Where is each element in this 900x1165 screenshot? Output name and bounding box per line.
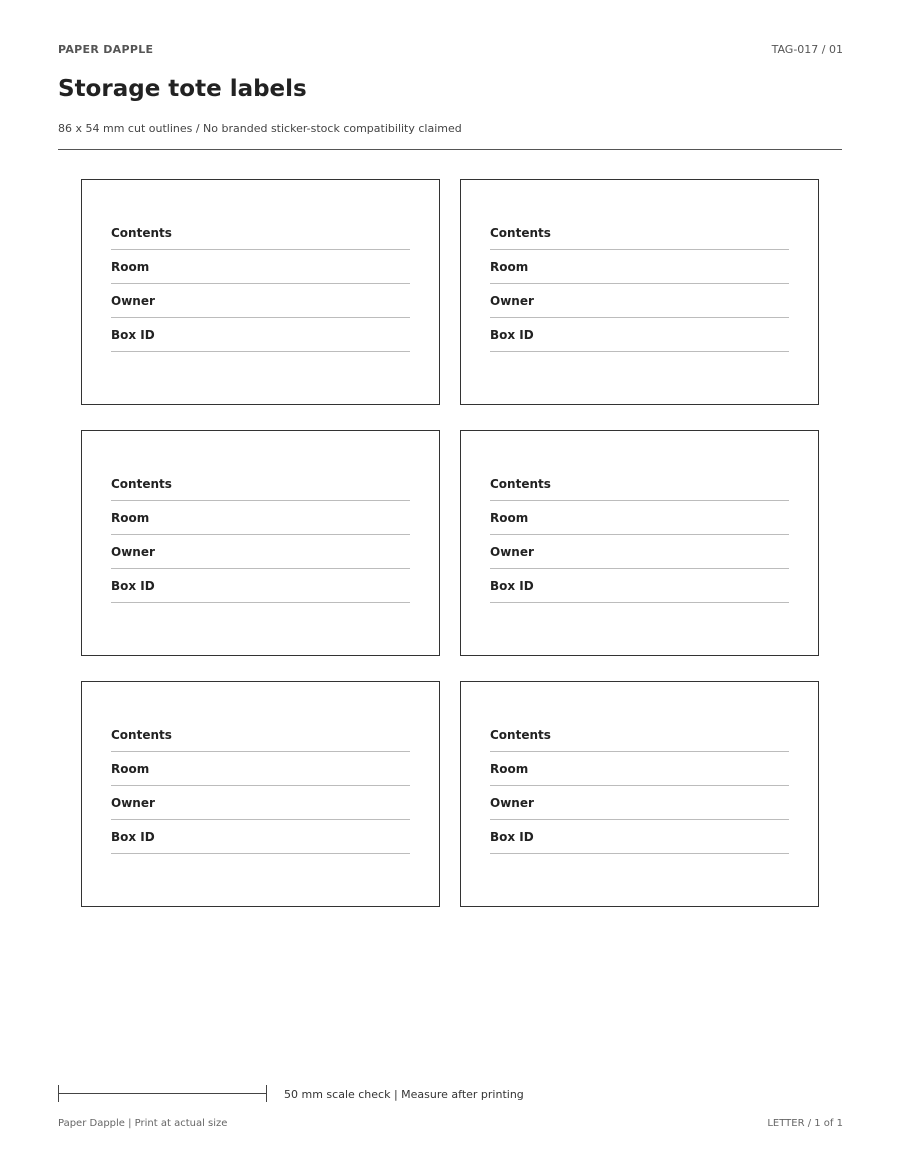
tote-label (460, 681, 819, 907)
field-label: Owner (490, 545, 534, 559)
field-label: Owner (111, 294, 155, 308)
label-field-box-id (111, 318, 410, 352)
scale-tick-end (266, 1085, 267, 1102)
field-label: Room (490, 260, 529, 274)
label-field-room (490, 752, 789, 786)
label-field-box-id (490, 820, 789, 854)
field-label: Room (490, 762, 529, 776)
field-label: Room (111, 511, 150, 525)
label-field-box-id (490, 569, 789, 603)
field-label: Room (490, 511, 529, 525)
header-divider (58, 149, 842, 150)
field-label: Box ID (111, 579, 155, 593)
page-subtitle: 86 x 54 mm cut outlines / No branded sticker-stock compatibility claimed (58, 122, 462, 135)
tote-label (460, 179, 819, 405)
label-field-box-id (490, 318, 789, 352)
label-field-box-id (111, 569, 410, 603)
label-field-owner (490, 786, 789, 820)
label-field-contents (111, 467, 410, 501)
field-label: Owner (111, 545, 155, 559)
field-label: Contents (111, 226, 172, 240)
field-label: Box ID (111, 830, 155, 844)
label-field-owner (111, 786, 410, 820)
field-label: Contents (111, 477, 172, 491)
footer-right-text: LETTER / 1 of 1 (767, 1118, 843, 1129)
scale-bar (58, 1085, 267, 1102)
brand-name: PAPER DAPPLE (58, 43, 154, 56)
label-field-contents (111, 718, 410, 752)
label-field-room (111, 250, 410, 284)
label-grid (81, 179, 819, 907)
field-label: Contents (490, 226, 551, 240)
field-label: Contents (490, 728, 551, 742)
document-id: TAG-017 / 01 (771, 43, 843, 56)
label-field-room (111, 501, 410, 535)
tote-label (81, 681, 440, 907)
label-field-contents (111, 216, 410, 250)
field-label: Box ID (490, 328, 534, 342)
field-label: Owner (490, 796, 534, 810)
scale-check-text: 50 mm scale check | Measure after printing (284, 1088, 524, 1101)
label-field-room (111, 752, 410, 786)
field-label: Owner (111, 796, 155, 810)
tote-label (81, 430, 440, 656)
field-label: Box ID (490, 830, 534, 844)
label-field-owner (490, 535, 789, 569)
field-label: Owner (490, 294, 534, 308)
field-label: Contents (111, 728, 172, 742)
label-field-contents (490, 216, 789, 250)
label-field-owner (111, 284, 410, 318)
label-field-box-id (111, 820, 410, 854)
scale-line (58, 1093, 267, 1094)
label-field-owner (111, 535, 410, 569)
field-label: Room (111, 762, 150, 776)
field-label: Room (111, 260, 150, 274)
label-field-room (490, 250, 789, 284)
tote-label (81, 179, 440, 405)
label-field-contents (490, 718, 789, 752)
page-title: Storage tote labels (58, 76, 307, 102)
label-field-contents (490, 467, 789, 501)
label-field-owner (490, 284, 789, 318)
field-label: Box ID (111, 328, 155, 342)
footer-left-text: Paper Dapple | Print at actual size (58, 1118, 228, 1129)
label-field-room (490, 501, 789, 535)
field-label: Contents (490, 477, 551, 491)
tote-label (460, 430, 819, 656)
field-label: Box ID (490, 579, 534, 593)
